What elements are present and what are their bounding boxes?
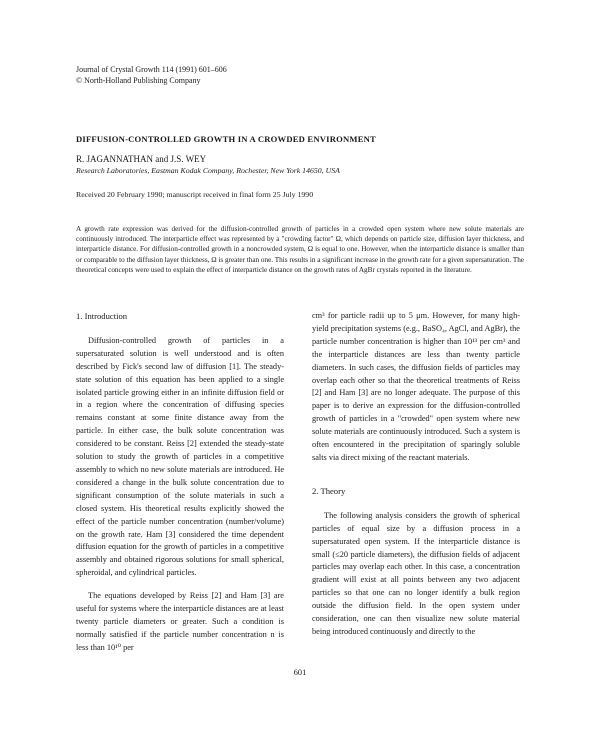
- page-number: 601: [293, 668, 307, 677]
- author-affiliation: Research Laboratories, Eastman Kodak Company, Rochester, New York 14650, USA: [76, 166, 340, 175]
- introduction-paragraph: Diffusion-controlled growth of particles in a supersaturated solution is well understood and is often described by Fick's second law of diffusion [1]. The steady-state solution of this equation has been applied to a single isolated particle growing either in an infinite diffusion field or in a region where the concentration of diffusing species remains constant at some finite distance away from the particle. In either case, the bulk solute concentration was considered to be constant. Reiss [2] extended the steady-state solution to study the growth of particles in a competitive assembly to which no new solute materials are introduced. He considered a change in the bulk solute concentration due to significant consumption of the solute materials in such a closed system. His theoretical results explicitly showed the effect of the particle number concentration (number/volume) on the growth rate. Ham [3] considered the time dependent diffusion equation for the growth of particles in a competitive assembly and obtained rigorous solutions for small spherical, spheroidal, and cylindrical particles.: [76, 335, 284, 578]
- section-heading-theory: 2. Theory: [312, 485, 346, 496]
- journal-citation: [76, 64, 227, 86]
- abstract: A growth rate expression was derived for the diffusion-controlled growth of particles in a crowded open system where new solute materials are continuously introduced. The interparticle effect was represented by a "crowding factor" Ω, which depends on particle size, diffusion layer thickness, and interparticle distance. For diffusion-controlled growth in a noncrowded system, Ω is equal to one. However, when the interparticle distance is smaller than or comparable to the diffusion layer thickness, Ω is greater than one. This results in a significant increase in the growth rate for a given supersaturation. The theoretical concepts were used to explain the effect of interparticle distance on the growth rates of AgBr crystals reported in the literature.: [76, 225, 524, 274]
- theory-paragraph: The following analysis considers the growth of spherical particles of equal size by a diffusion process in a supersaturated open system. If the interparticle distance is small (≤20 particle diameters), the diffusion fields of adjacent particles may overlap each other. In this case, a concentration gradient will exist at all points between any two adjacent particles so that one can no longer identify a bulk region outside the diffusion field. In the open system under consideration, one can then visualize new solute material being introduced continuously and directly to the: [312, 510, 520, 636]
- left-column: [76, 310, 284, 655]
- author-list: R. JAGANNATHAN and J.S. WEY: [76, 154, 207, 164]
- section-heading-introduction: 1. Introduction: [76, 311, 128, 321]
- introduction-paragraph-continued: cm³ for particle radii up to 5 μm. However, for many high-yield precipitation systems (e.g., BaSO₄, AgCl, and AgBr), the particle number concentration is higher than 10¹³ per cm³ and the interparticle distances are less than twenty particle diameters. In such cases, the diffusion fields of particles may overlap each other so that the theoretical treatments of Reiss [2] and Ham [3] are no longer adequate. The purpose of this paper is to derive an expression for the diffusion-controlled growth of particles in a "crowded" open system where new solute materials are continuously introduced. Such a system is often encountered in the precipitation of sparingly soluble salts via direct mixing of the reactant materials.: [312, 311, 520, 462]
- journal-line-1: Journal of Crystal Growth 114 (1991) 601–606: [76, 65, 227, 74]
- right-column: [312, 310, 520, 639]
- paper-title: DIFFUSION-CONTROLLED GROWTH IN A CROWDED ENVIRONMENT: [76, 134, 376, 144]
- received-dates: Received 20 February 1990; manuscript received in final form 25 July 1990: [76, 190, 314, 199]
- journal-line-2: © North-Holland Publishing Company: [76, 76, 201, 85]
- introduction-paragraph: The equations developed by Reiss [2] and Ham [3] are useful for systems where the interparticle distances are at least twenty particle diameters or greater. Such a condition is normally satisfied if the particle number concentration n is less than 10¹⁰ per: [76, 591, 284, 652]
